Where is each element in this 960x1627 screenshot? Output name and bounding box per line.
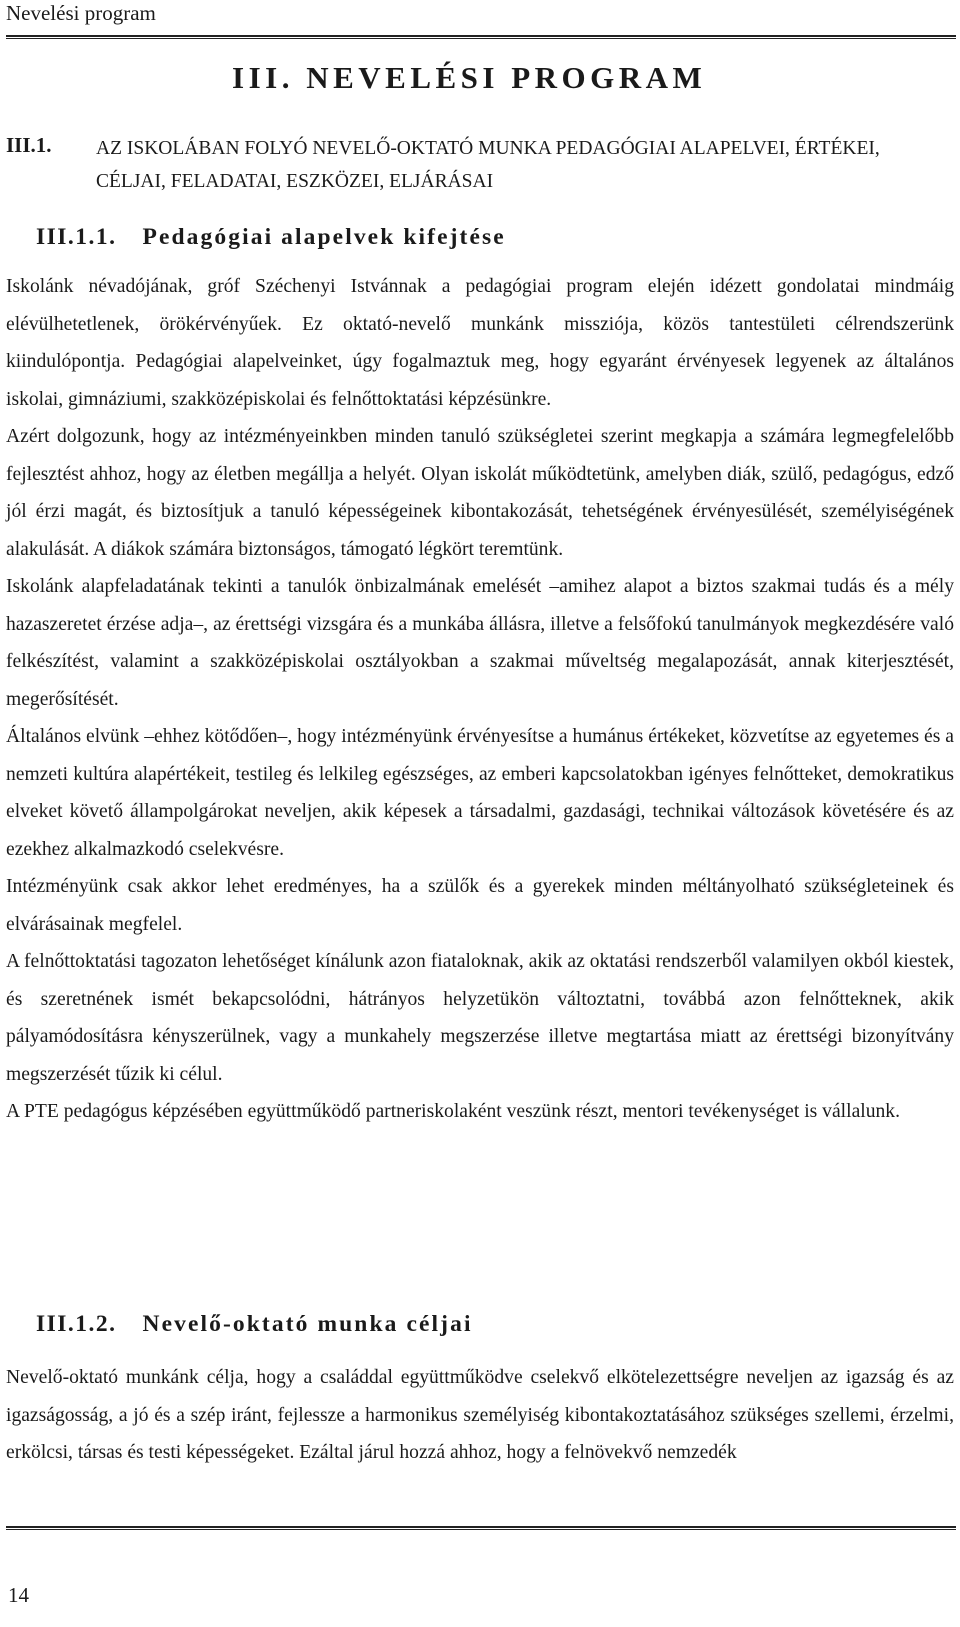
paragraph: Iskolánk névadójának, gróf Széchenyi Istvánnak a pedagógiai program elején idézett gondolatai mindmáig elévülhetetlenek, örökérvényűek. Ez oktató-nevelő munkánk missziója, közös tantestületi célrendszerünk kiindulópontja. Pedagógiai alapelveinket, úgy fogalmaztuk meg, hogy egyaránt érvényesek legyenek az általános iskolai, gimnáziumi, szakközépiskolai és felnőttoktatási képzésünkre.	[6, 276, 954, 410]
paragraph: A PTE pedagógus képzésében együttműködő partneriskolaként veszünk részt, mentori tevékenységet is vállalunk.	[6, 1101, 900, 1122]
paragraph: Intézményünk csak akkor lehet eredményes, ha a szülők és a gyerekek minden méltányolható szükségleteinek és elvárásainak megfelel.	[6, 876, 954, 935]
footer-rule	[6, 1526, 956, 1530]
subsection-1-body	[6, 268, 954, 1131]
subsection-2-body	[6, 1359, 954, 1472]
paragraph: A felnőttoktatási tagozaton lehetőséget kínálunk azon fiataloknak, akik az oktatási rendszerből valamilyen okból kiestek, és szeretnének ismét bekapcsolódni, hátrányos helyzetükön változtatni, továbbá azon felnőtteknek, akik pályamódosításra kényszerülnek, vagy a munkahely megszerzése illetve megtartása miatt az érettségi bizonyítvány megszerzését tűzik ki célul.	[6, 951, 954, 1085]
subsection-1-number: III.1.1.	[36, 224, 117, 250]
paragraph: Általános elvünk –ehhez kötődően–, hogy intézményünk érvényesítse a humánus értékeket, közvetítse az egyetemes és a nemzeti kultúra alapértékeit, testileg és lelkileg egészséges, az emberi kapcsolatokban igényes felnőtteket, demokratikus elveket követő állampolgárokat neveljen, akik képesek a társadalmi, gazdasági, technikai változások követésére és az ezekhez alkalmazkodó cselekvésre.	[6, 726, 954, 860]
paragraph: Azért dolgozunk, hogy az intézményeinkben minden tanuló szükségletei szerint megkapja a számára legmegfelelőbb fejlesztést ahhoz, hogy az életben megállja a helyét. Olyan iskolát működtetünk, amelyben diák, szülő, pedagógus, edző jól érzi magát, és biztosítjuk a tanuló képességeinek kibontakozását, tehetségének érvényesülését, személyiségének alakulását. A diákok számára biztonságos, támogató légkört teremtünk.	[6, 426, 954, 560]
running-header: Nevelési program	[6, 1, 156, 25]
subsection-2-title: Nevelő-oktató munka céljai	[142, 1311, 473, 1337]
paragraph: Nevelő-oktató munkánk célja, hogy a családdal együttműködve cselekvő elkötelezettségre neveljen az igazság és az igazságosság, a jó és a szép iránt, fejlessze a harmonikus személyiség kibontakoztatásához szükséges szellemi, érzelmi, erkölcsi, társas és testi képességeket. Ezáltal járul hozzá ahhoz, hogy a felnövekvő nemzedék	[6, 1367, 954, 1463]
section-number: III.1.	[6, 133, 52, 157]
chapter-title: III. NEVELÉSI PROGRAM	[232, 60, 707, 95]
header-rule	[6, 35, 956, 39]
subsection-2-heading	[36, 1309, 473, 1339]
subsection-1-title: Pedagógiai alapelvek kifejtése	[142, 224, 506, 250]
page-number: 14	[8, 1583, 29, 1607]
paragraph: Iskolánk alapfeladatának tekinti a tanulók önbizalmának emelését –amihez alapot a biztos szakmai tudás és a mély hazaszeretet érzése adja–, az érettségi vizsgára és a munkába állásra, illetve a felsőfokú tanulmányok megkezdésére való felkészítést, valamint a szakközépiskolai osztályokban a szakmai műveltség megalapozását, annak kiterjesztését, megerősítését.	[6, 576, 954, 710]
section-title: AZ ISKOLÁBAN FOLYÓ NEVELŐ-OKTATÓ MUNKA PEDAGÓGIAI ALAPELVEI, ÉRTÉKEI, CÉLJAI, FELADATAI, ESZKÖZEI, ELJÁRÁSAI	[96, 138, 880, 192]
subsection-1-heading	[36, 222, 506, 252]
subsection-2-number: III.1.2.	[36, 1311, 117, 1337]
